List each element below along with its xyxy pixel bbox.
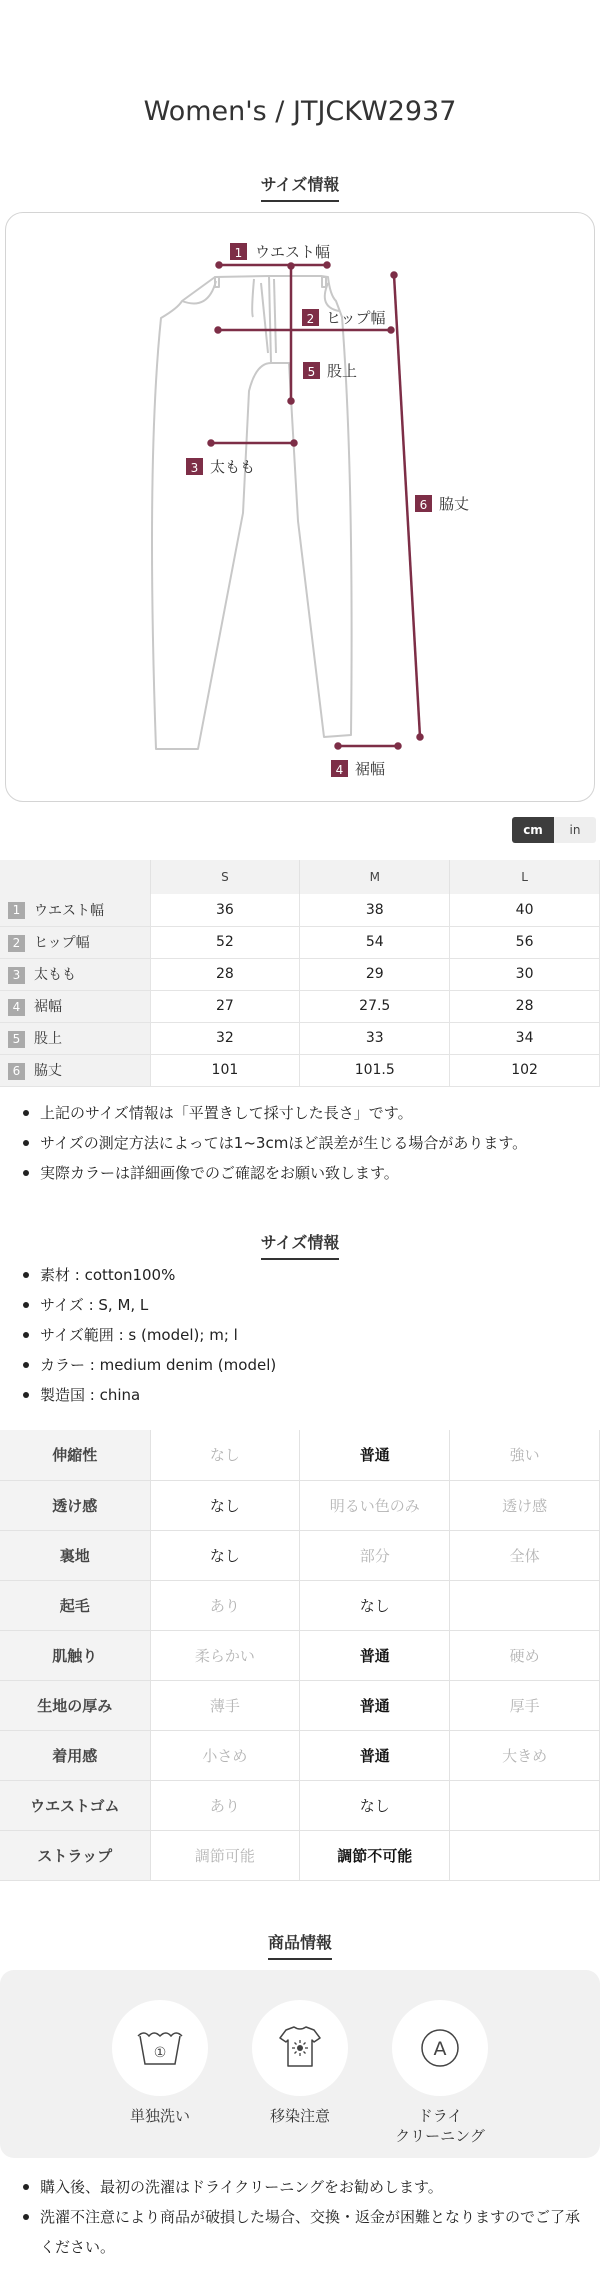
dry-cleaning-icon xyxy=(392,2000,488,2096)
attribute-option: 薄手 xyxy=(150,1680,300,1730)
size-table-corner xyxy=(0,860,150,894)
attribute-label: 肌触り xyxy=(0,1630,150,1680)
label-outseam xyxy=(415,495,469,513)
measurement-name: ヒップ幅 xyxy=(34,935,90,951)
attribute-option: なし xyxy=(150,1430,300,1480)
care-instructions-panel xyxy=(0,1970,600,2158)
diagram-labels xyxy=(186,243,469,778)
svg-text:5: 5 xyxy=(307,365,316,379)
svg-text:A: A xyxy=(433,2038,447,2060)
product-info-heading: 商品情報 xyxy=(0,1930,600,1960)
svg-text:股上: 股上 xyxy=(327,362,358,380)
measurement-name: ウエスト幅 xyxy=(34,902,104,919)
size-value-cell: 27 xyxy=(150,990,300,1022)
attribute-label: ウエストゴム xyxy=(0,1780,150,1830)
svg-text:ウエスト幅: ウエスト幅 xyxy=(255,243,331,261)
measurement-number-badge: 5 xyxy=(8,1031,25,1048)
size-value-cell: 27.5 xyxy=(300,990,450,1022)
size-row-label xyxy=(0,958,150,990)
svg-text:2: 2 xyxy=(306,312,315,326)
size-value-cell: 28 xyxy=(150,958,300,990)
size-col-m: M xyxy=(300,860,450,894)
label-thigh xyxy=(186,458,255,476)
size-value-cell: 30 xyxy=(450,958,600,990)
attribute-row xyxy=(0,1630,600,1680)
attribute-option: 普通 xyxy=(300,1430,450,1480)
hand-wash-separately-icon xyxy=(112,2000,208,2096)
attribute-option: 透け感 xyxy=(450,1480,600,1530)
size-table-header xyxy=(0,860,600,894)
attribute-option: 大きめ xyxy=(450,1730,600,1780)
label-waist xyxy=(230,243,330,261)
attribute-row xyxy=(0,1730,600,1780)
care-note-item: 洗濯不注意により商品が破損した場合、交換・返金が困難となりますのでご了承ください。 xyxy=(20,2202,590,2262)
attribute-label: 伸縮性 xyxy=(0,1430,150,1480)
attribute-option: なし xyxy=(150,1530,300,1580)
size-row-label xyxy=(0,1022,150,1054)
measurement-name: 裾幅 xyxy=(34,999,62,1015)
attribute-label: 着用感 xyxy=(0,1730,150,1780)
attribute-option: 小さめ xyxy=(150,1730,300,1780)
care-item-hand-wash xyxy=(112,2000,208,2126)
size-table-row xyxy=(0,894,600,926)
attribute-option: なし xyxy=(300,1780,450,1830)
attribute-option: 部分 xyxy=(300,1530,450,1580)
attribute-option: 厚手 xyxy=(450,1680,600,1730)
page-title: Women's / JTJCKW2937 xyxy=(143,96,457,127)
measurement-number-badge: 1 xyxy=(8,902,25,919)
attribute-row xyxy=(0,1780,600,1830)
measurement-name: 太もも xyxy=(34,967,76,983)
attribute-option: 普通 xyxy=(300,1730,450,1780)
size-value-cell: 101 xyxy=(150,1054,300,1086)
size-value-cell: 33 xyxy=(300,1022,450,1054)
spec-list xyxy=(20,1260,590,1410)
size-table-row xyxy=(0,926,600,958)
spec-item: サイズ : S, M, L xyxy=(20,1290,590,1320)
size-row-label xyxy=(0,990,150,1022)
spec-item: カラー : medium denim (model) xyxy=(20,1350,590,1380)
svg-text:脇丈: 脇丈 xyxy=(439,495,470,513)
care-item-dry-clean xyxy=(392,2000,488,2146)
svg-text:1: 1 xyxy=(234,246,243,260)
attribute-option: 普通 xyxy=(300,1680,450,1730)
svg-text:4: 4 xyxy=(335,763,344,777)
attribute-row xyxy=(0,1830,600,1880)
attribute-option: あり xyxy=(150,1580,300,1630)
attribute-option: 調節可能 xyxy=(150,1830,300,1880)
care-label-dry-clean: ドライ クリーニング xyxy=(395,2107,485,2145)
size-table-row xyxy=(0,1022,600,1054)
size-info-heading: サイズ情報 xyxy=(0,172,600,202)
size-note-item: 実際カラーは詳細画像でのご確認をお願い致します。 xyxy=(20,1158,590,1188)
attribute-row xyxy=(0,1480,600,1530)
measurement-name: 股上 xyxy=(34,1031,62,1047)
size-row-label xyxy=(0,926,150,958)
svg-text:3: 3 xyxy=(190,461,199,475)
pants-outline xyxy=(152,276,352,749)
spec-item: 製造国 : china xyxy=(20,1380,590,1410)
attribute-option: なし xyxy=(150,1480,300,1530)
size-value-cell: 38 xyxy=(300,894,450,926)
attribute-label: 裏地 xyxy=(0,1530,150,1580)
measurement-number-badge: 2 xyxy=(8,935,25,952)
size-col-s: S xyxy=(150,860,300,894)
attribute-row xyxy=(0,1580,600,1630)
size-value-cell: 34 xyxy=(450,1022,600,1054)
attribute-option: 強い xyxy=(450,1430,600,1480)
care-note-item: 購入後、最初の洗濯はドライクリーニングをお勧めします。 xyxy=(20,2172,590,2202)
measurement-number-badge: 3 xyxy=(8,967,25,984)
attribute-option xyxy=(450,1830,600,1880)
fabric-attribute-table xyxy=(0,1430,600,1881)
spec-heading: サイズ情報 xyxy=(0,1230,600,1260)
svg-text:太もも: 太もも xyxy=(210,458,256,476)
attribute-option: 全体 xyxy=(450,1530,600,1580)
svg-text:裾幅: 裾幅 xyxy=(355,760,386,778)
pants-diagram xyxy=(6,213,596,803)
measurement-name: 脇丈 xyxy=(34,1063,62,1079)
attribute-option xyxy=(450,1580,600,1630)
size-value-cell: 101.5 xyxy=(300,1054,450,1086)
svg-text:ヒップ幅: ヒップ幅 xyxy=(326,309,386,327)
attribute-option: 調節不可能 xyxy=(300,1830,450,1880)
size-value-cell: 29 xyxy=(300,958,450,990)
size-row-label xyxy=(0,894,150,926)
attribute-option: 普通 xyxy=(300,1630,450,1680)
attribute-label: 透け感 xyxy=(0,1480,150,1530)
size-diagram xyxy=(5,212,595,802)
care-notes xyxy=(20,2172,590,2262)
spec-item: 素材 : cotton100% xyxy=(20,1260,590,1290)
measurement-number-badge: 6 xyxy=(8,1063,25,1080)
unit-cm-button[interactable]: cm xyxy=(512,817,554,843)
size-notes xyxy=(20,1098,590,1188)
size-table-row xyxy=(0,1054,600,1086)
unit-toggle[interactable] xyxy=(512,817,596,843)
svg-text:①: ① xyxy=(153,2045,167,2061)
size-row-label xyxy=(0,1054,150,1086)
size-value-cell: 52 xyxy=(150,926,300,958)
attribute-row xyxy=(0,1680,600,1730)
label-rise xyxy=(303,362,357,380)
measurement-lines xyxy=(209,263,423,749)
size-value-cell: 54 xyxy=(300,926,450,958)
attribute-option: あり xyxy=(150,1780,300,1830)
measurement-number-badge: 4 xyxy=(8,999,25,1016)
size-note-item: 上記のサイズ情報は「平置きして採寸した長さ」です。 xyxy=(20,1098,590,1128)
size-value-cell: 36 xyxy=(150,894,300,926)
size-note-item: サイズの測定方法によっては1~3cmほど誤差が生じる場合があります。 xyxy=(20,1128,590,1158)
attribute-option: なし xyxy=(300,1580,450,1630)
attribute-row xyxy=(0,1530,600,1580)
svg-text:6: 6 xyxy=(419,498,428,512)
size-col-l: L xyxy=(450,860,600,894)
spec-item: サイズ範囲 : s (model); m; l xyxy=(20,1320,590,1350)
care-label-color-transfer: 移染注意 xyxy=(269,2107,330,2125)
size-value-cell: 32 xyxy=(150,1022,300,1054)
color-transfer-icon xyxy=(252,2000,348,2096)
size-value-cell: 40 xyxy=(450,894,600,926)
attribute-option: 硬め xyxy=(450,1630,600,1680)
attribute-option: 明るい色のみ xyxy=(300,1480,450,1530)
care-item-color-transfer xyxy=(252,2000,348,2126)
attribute-label: 起毛 xyxy=(0,1580,150,1630)
attribute-option: 柔らかい xyxy=(150,1630,300,1680)
size-value-cell: 56 xyxy=(450,926,600,958)
label-hem xyxy=(331,760,385,778)
size-table xyxy=(0,860,600,1087)
attribute-label: 生地の厚み xyxy=(0,1680,150,1730)
attribute-option xyxy=(450,1780,600,1830)
attribute-row xyxy=(0,1430,600,1480)
size-value-cell: 102 xyxy=(450,1054,600,1086)
label-hip xyxy=(302,309,386,327)
unit-in-button[interactable]: in xyxy=(554,817,596,843)
size-value-cell: 28 xyxy=(450,990,600,1022)
care-label-hand-wash: 単独洗い xyxy=(129,2107,190,2125)
size-table-row xyxy=(0,990,600,1022)
size-table-row xyxy=(0,958,600,990)
attribute-label: ストラップ xyxy=(0,1830,150,1880)
